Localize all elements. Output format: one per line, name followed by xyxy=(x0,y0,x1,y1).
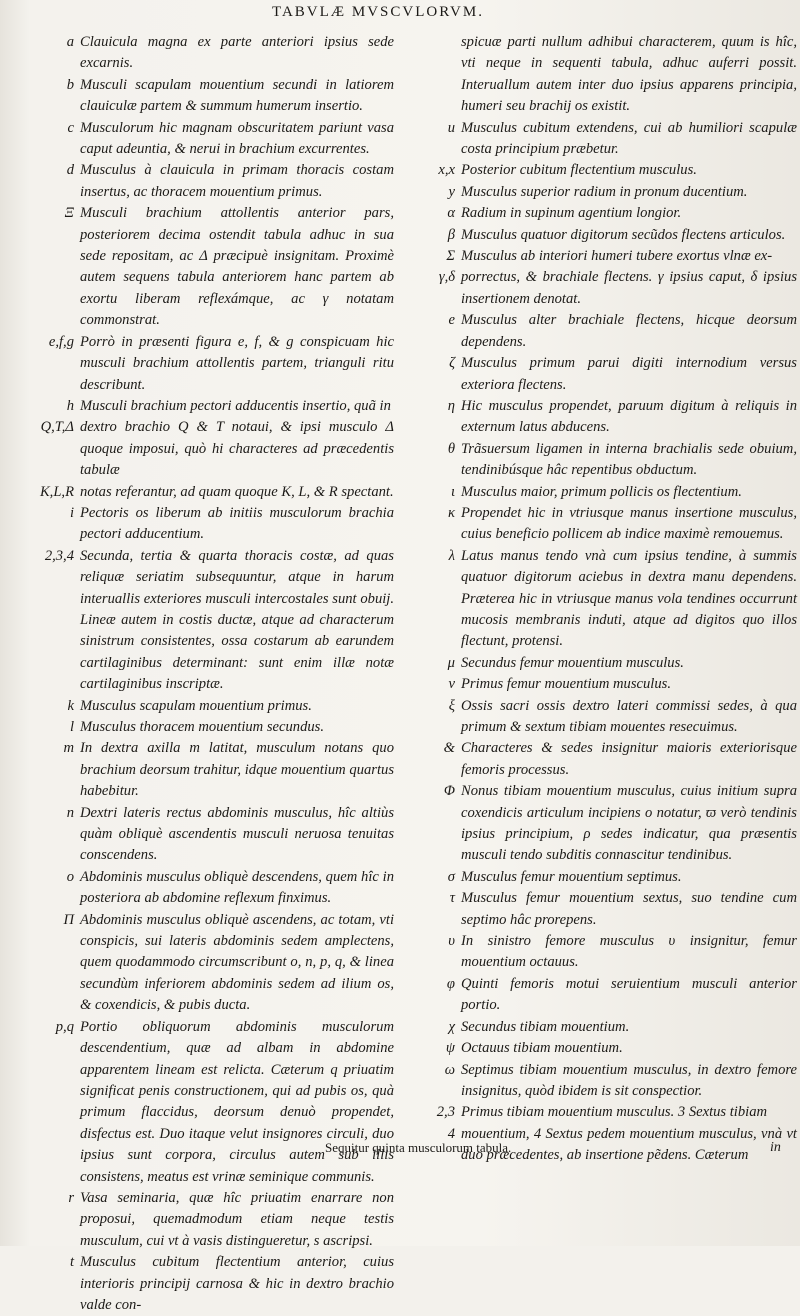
legend-key: φ xyxy=(446,975,455,992)
legend-key: λ xyxy=(448,547,455,564)
legend-key: Ξ xyxy=(64,205,74,222)
legend-text: Musculus à clauicula in primam thoracis costam insertus, ac thoracem mouentium primus. xyxy=(80,162,394,200)
legend-text: Pectoris os liberum ab initiis musculorum brachia pectori adducentium. xyxy=(80,504,394,543)
legend-text: Musculus cubitum flectentium anterior, cuius interioris principij carnosa & hic in dextro brachio valde con- xyxy=(80,1254,394,1313)
legend-key: c xyxy=(67,119,74,136)
legend-key: σ xyxy=(447,868,455,885)
legend-text: Musculorum hic magnam obscuritatem pariunt vasa caput adeuntia, & nerui in brachium excurrentes. xyxy=(80,119,394,158)
legend-text: Abdominis musculus obliquè ascendens, ac totam, vti conspicis, sui lateris abdominis sedem amplectens, quem quodammodo circumscribunt o, n, p, q, & linea secundùm inferiorem abdominis sedem ad ilium os, & coxendicis, & pubis ducta. xyxy=(80,911,394,1014)
legend-text: spicuæ parti nullum adhibui characterem, quum is hîc, vti neque in sequenti tabula, adhuc auferri possit. Interuallum autem inter duo ipsius apparens principia, humeri seu brachij os existit. xyxy=(461,34,797,115)
legend-key: h xyxy=(66,397,74,414)
legend-entry xyxy=(14,867,394,910)
legend-text: Musculi brachium pectori adducentis insertio, quã in xyxy=(80,397,391,414)
legend-key: e,f,g xyxy=(48,333,74,350)
legend-text: Portio obliquorum abdominis musculorum descendentium, quæ ad albam in abdomine apparentem lineam est relicta. Cæterum q priuatim significat penis constructionem, qui ad pubis os, quà primum flaccidus, deorsum denuò propendet, disfectus est. Duo itaque velut insignores circuli, duo ipsius sunt corpora, circulus autem sub illis consistens, meatus est vrinæ seminique communis. xyxy=(80,1018,394,1185)
legend-entry xyxy=(405,439,797,482)
legend-text: Quinti femoris motui seruientium musculi anterior portio. xyxy=(461,975,797,1014)
legend-text: Porrò in præsenti figura e, f, & g conspicuam hic musculi brachium attollentis partem, trianguli ritu describunt. xyxy=(80,333,394,393)
legend-text: Musculus quatuor digitorum secũdos flectens articulos. xyxy=(461,226,786,243)
legend-key: i xyxy=(69,504,74,521)
legend-key: γ,δ xyxy=(438,269,455,286)
legend-key: & xyxy=(443,740,455,757)
legend-text: mouentium, 4 Sextus pedem mouentium musculus, vnà vt duo præcedentes, ab insertione pẽdens. Cæterum xyxy=(461,1125,797,1164)
legend-entry xyxy=(14,160,394,203)
legend-key: 2,3,4 xyxy=(44,547,74,564)
legend-text: Musculus scapulam mouentium primus. xyxy=(80,697,312,714)
legend-key: l xyxy=(69,719,74,735)
legend-entry xyxy=(14,546,394,696)
legend-text: Musculus femur mouentium septimus. xyxy=(461,868,682,885)
legend-text: Primus femur mouentium musculus. xyxy=(461,676,671,693)
legend-entry xyxy=(405,931,797,974)
legend-text: Nonus tibiam mouentium musculus, cuius initium supra coxendicis articulum incipiens o notatur, ϖ verò tendinis ipsius principium, ρ sedes indicatur, qua præsentis musculi tendo subditis connascitur tendinibus. xyxy=(461,783,797,864)
legend-entry xyxy=(405,225,797,246)
legend-key: k xyxy=(67,697,74,714)
legend-text: Musculus maior, primum pollicis os flectentium. xyxy=(461,483,742,500)
legend-entry xyxy=(405,396,797,439)
legend-key: p,q xyxy=(55,1018,74,1035)
legend-key: x,x xyxy=(438,162,455,179)
legend-text: Propendet hic in vtriusque manus insertione musculus, cuius beneficio pollicem ab indice maximè remouemus. xyxy=(461,504,797,543)
legend-entry xyxy=(14,1252,394,1316)
legend-entry xyxy=(405,696,797,739)
legend-entry xyxy=(405,1060,797,1103)
legend-key: η xyxy=(447,397,455,414)
legend-key: K,L,R xyxy=(39,483,74,500)
legend-key: τ xyxy=(449,890,455,907)
legend-entry xyxy=(405,310,797,353)
legend-text: Hic musculus propendet, paruum digitum à reliquis in externum latus abducens. xyxy=(461,397,797,436)
legend-entry xyxy=(14,503,394,546)
legend-key: a xyxy=(66,34,74,50)
legend-key: ω xyxy=(444,1061,455,1078)
legend-key: 4 xyxy=(447,1125,455,1142)
legend-key: Σ xyxy=(446,248,455,265)
legend-entry xyxy=(405,246,797,267)
legend-entry xyxy=(405,888,797,931)
legend-key: b xyxy=(66,76,74,93)
legend-key: u xyxy=(447,119,455,136)
legend-text: Posterior cubitum flectentium musculus. xyxy=(461,162,697,179)
legend-entry xyxy=(405,353,797,396)
legend-key: ξ xyxy=(448,697,455,714)
legend-key: o xyxy=(66,868,74,885)
legend-key: Π xyxy=(63,911,74,928)
legend-entry xyxy=(405,160,797,181)
legend-text: Musculi brachium attollentis anterior pars, posteriorem decima ostendit tabula adhuc in sua sede repositam, ac Δ præcipuè insignitam. Proximè autem sequens tabula anteriorem hanc partem ab exortu liberam reflexámque, ac γ notatam commonstrat. xyxy=(80,205,394,329)
footer-note: Sequitur quinta musculorum tabula. xyxy=(325,1140,512,1155)
legend-text: Octauus tibiam mouentium. xyxy=(461,1040,623,1057)
legend-key: α xyxy=(447,205,455,222)
legend-text: dextro brachio Q & T notaui, & ipsi musculo Δ quoque imposui, quò hi characteres ad præcedentis tabulæ xyxy=(80,419,394,479)
legend-entry xyxy=(14,717,394,738)
legend-text: Musculus ab interiori humeri tubere exortus vlnæ ex- xyxy=(461,248,773,265)
legend-entry xyxy=(14,482,394,503)
legend-text: Musculus superior radium in pronum ducentium. xyxy=(461,183,748,200)
legend-key: y xyxy=(448,183,455,200)
legend-text: Vasa seminaria, quæ hîc priuatim enarrare non proposui, quemadmodum etiam neque testis musculum, cui vt à vasis distingueretur, s ascripsi. xyxy=(80,1189,394,1249)
legend-text: Trãsuersum ligamen in interna brachialis sede obuium, tendinibúsque hâc repentibus obductum. xyxy=(461,440,797,479)
legend-key: υ xyxy=(448,933,455,950)
legend-key: m xyxy=(63,740,74,757)
legend-text: Characteres & sedes insignitur maioris exteriorisque femoris processus. xyxy=(461,740,797,778)
legend-text: Musculus cubitum extendens, cui ab humiliori scapulæ costa principium præbetur. xyxy=(461,119,797,158)
legend-entry xyxy=(405,182,797,203)
legend-key: θ xyxy=(447,440,455,457)
legend-text: Radium in supinum agentium longior. xyxy=(461,205,682,222)
legend-entry xyxy=(405,546,797,653)
legend-text: In sinistro femore musculus υ insignitur, femur mouentium octauus. xyxy=(461,933,797,971)
legend-key: ν xyxy=(448,676,455,693)
legend-entry xyxy=(405,32,797,118)
legend-key: r xyxy=(68,1189,74,1206)
legend-entry xyxy=(14,1017,394,1188)
legend-text: Secundus tibiam mouentium. xyxy=(461,1018,630,1035)
legend-text: Musculus thoracem mouentium secundus. xyxy=(80,719,325,735)
legend-key: d xyxy=(66,162,74,179)
legend-entry xyxy=(14,332,394,396)
legend-entry xyxy=(405,503,797,546)
legend-text: Musculus alter brachiale flectens, hicque deorsum dependens. xyxy=(461,312,797,350)
legend-entry xyxy=(405,781,797,867)
legend-entry xyxy=(14,203,394,331)
running-head: TABVLÆ MVSCVLORVM. xyxy=(272,4,484,20)
legend-text: In dextra axilla m latitat, musculum notans quo brachium deorsum trahitur, idque mouentium quartus habebitur. xyxy=(80,740,394,800)
legend-entry xyxy=(14,1188,394,1252)
legend-entry xyxy=(14,803,394,867)
legend-text: Septimus tibiam mouentium musculus, in dextro femore insignitus, quòd ibidem is sit conspectior. xyxy=(461,1061,797,1099)
legend-key: Φ xyxy=(443,783,455,800)
legend-text: Dextri lateris rectus abdominis musculus, hîc altiùs quàm obliquè ascendentis musculi neruosa tenuitas conscendens. xyxy=(80,804,394,864)
legend-entry xyxy=(405,267,797,310)
legend-entry xyxy=(405,1038,797,1059)
legend-text: Abdominis musculus obliquè descendens, quem hîc in posteriora ab abdomine reflexum finximus. xyxy=(80,868,394,907)
legend-text: Clauicula magna ex parte anteriori ipsius sede excarnis. xyxy=(80,34,394,72)
legend-text: Musculus primum parui digiti internodium versus exteriora flectens. xyxy=(461,355,797,393)
legend-entry xyxy=(405,738,797,781)
legend-text: notas referantur, ad quam quoque K, L, & R spectant. xyxy=(80,483,394,500)
legend-text: Secundus femur mouentium musculus. xyxy=(461,654,684,671)
legend-text: porrectus, & brachiale flectens. γ ipsius caput, δ ipsius insertionem denotat. xyxy=(461,269,797,307)
legend-text: Musculus femur mouentium sextus, suo tendine cum septimo hâc prorepens. xyxy=(461,890,797,928)
legend-key: ψ xyxy=(445,1040,455,1057)
legend-text: Secunda, tertia & quarta thoracis costæ, ad quas reliquæ seriatim subsequuntur, atque in harum interuallis exteriores musculi intercostales sunt obuij. Lineæ autem in costis ductæ, atque ad characterum sinistrum consistentes, ossa costarum ab earundem cartilaginibus determinant: sunt enim illæ notæ cartilaginibus inscriptæ. xyxy=(80,547,394,693)
legend-entry xyxy=(14,75,394,118)
legend-key: κ xyxy=(447,504,455,521)
legend-key: 2,3 xyxy=(436,1104,455,1121)
legend-entry xyxy=(405,203,797,224)
legend-entry xyxy=(405,1102,797,1123)
legend-entry xyxy=(14,396,394,417)
legend-key: e xyxy=(448,312,455,329)
legend-entry xyxy=(14,118,394,161)
legend-entry xyxy=(405,867,797,888)
legend-text: Primus tibiam mouentium musculus. 3 Sextus tibiam xyxy=(461,1104,768,1121)
legend-text: Musculi scapulam mouentium secundi in latiorem clauiculæ partem & summum humerum insertio. xyxy=(80,76,394,115)
legend-entry xyxy=(14,32,394,75)
legend-entry xyxy=(14,910,394,1017)
legend-text: Ossis sacri ossis dextro lateri commissi sedes, à qua primum & sextum tibiam mouentes resecuimus. xyxy=(461,697,797,735)
legend-key: t xyxy=(69,1254,74,1271)
right-column xyxy=(405,32,797,1167)
legend-key: β xyxy=(447,226,455,243)
legend-entry xyxy=(14,417,394,481)
legend-entry xyxy=(405,653,797,674)
catchword: in xyxy=(770,1140,781,1155)
legend-text: Latus manus tendo vnà cum ipsius tendine, à summis quatuor digitorum aciebus in dextra manu dependens. Præterea hic in vtriusque manus vola tendines occurrunt mucosis membranis induti, atque ad digitos quo illos flectunt, protensi. xyxy=(461,547,797,650)
legend-entry xyxy=(14,738,394,802)
left-column xyxy=(14,32,394,1316)
legend-entry xyxy=(405,674,797,695)
legend-entry xyxy=(405,974,797,1017)
legend-entry xyxy=(405,118,797,161)
legend-key: ι xyxy=(450,483,455,500)
legend-entry xyxy=(405,482,797,503)
legend-key: χ xyxy=(448,1018,455,1035)
legend-entry xyxy=(14,696,394,717)
legend-key: Q,T,Δ xyxy=(40,419,74,436)
legend-key: ζ xyxy=(449,355,455,372)
legend-key: n xyxy=(66,804,74,821)
legend-entry xyxy=(405,1017,797,1038)
legend-key: μ xyxy=(447,654,455,671)
